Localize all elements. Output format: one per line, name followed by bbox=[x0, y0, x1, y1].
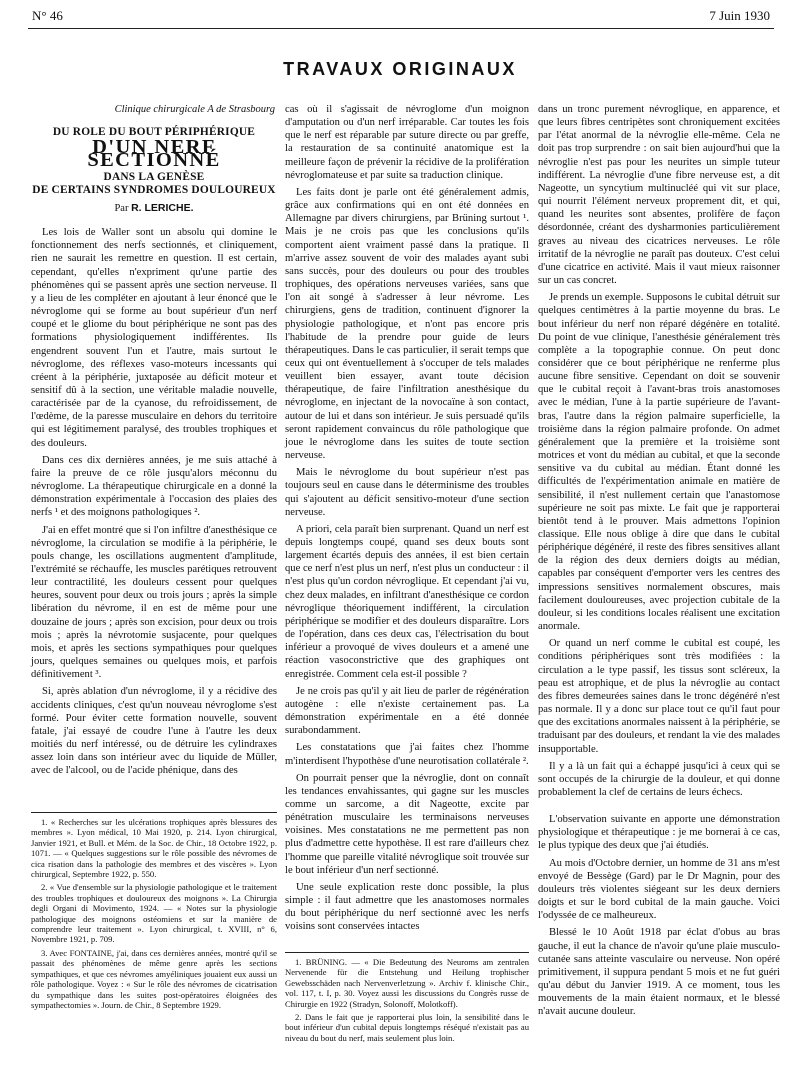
paragraph: Si, après ablation d'un névroglome, il y a récidive des accidents cliniques, c'est qu'un nouveau névroglome s'est formé. Pour éviter cette formation nouvelle, souvent fatale, j'ai essayé de coudre l'une à l'autre les deux moitiés du nerf intéressé, ou de détruire les cylindraxes assez loin dans son intérieur avec du liquide de Müller, avec de l'alcool, ou de l'acide phénique, dans des bbox=[31, 686, 277, 777]
footnote: 3. Avec FONTAINE, j'ai, dans ces dernières années, montré qu'il se passait des phénomènes de même genre après les sections sympathiques, et que ces névromes amyéliniques jouaient eux aussi un rôle pathologique. Voyez : « Sur le rôle des névromes de cicatrisation du sympathique dans les suites post-opératoires éloignées des sympathectomies ». Journ. de Chir., 8 Septembre 1929. bbox=[31, 947, 277, 1010]
article-title-line-2: D'UN NERF SECTIONNÉ bbox=[87, 136, 221, 172]
paragraph: Mais le névroglome du bout supérieur n'est pas toujours seul en cause dans le déterminisme des troubles qui s'ajoutent au déficit sensitivo-moteur d'une section nerveuse. bbox=[285, 467, 529, 518]
paragraph: Les lois de Waller sont un absolu qui domine le fonctionnement des nerfs sectionnés, et cliniquement, rien ne saurait les remettre en question. Il est certain, cependant, qu'elles n'expriment qu'une partie des phénomènes qui se passent après une section nerveuse. Il y a lieu de les compléter en ajoutant à leur énoncé que le névroglome qui se forme au bout supérieur d'un nerf coupé et le gliome du bout périphérique ne sont pas des formations physiologiquement indifférentes. Ils engendrent souvent l'un et l'autre, mais surtout le névroglome, des réflexes vaso-moteurs incessants qui créent à la périphérie, juxtaposée au déficit moteur et sensitif dû à la section, une véritable maladie nouvelle, caractérisée par de la cyanose, du refroidissement, de l'œdème, de la paresse musculaire en dehors du territoire qui est légitimement paralysé, des troubles trophiques et des douleurs. bbox=[31, 227, 277, 449]
paragraph: Au mois d'Octobre dernier, un homme de 31 ans m'est envoyé de Bessège (Gard) par le Dr Magnin, pour des douleurs très violentes siégeant sur les deux derniers doigts et sur le bord cubital de la main gauche. Voici l'odyssée de ce malheureux. bbox=[538, 857, 780, 922]
paragraph: On pourrait penser que la névroglie, dont on connaît les tendances envahissantes, qui gagne sur les muscles comme un sarcome, a dit Nageotte, excite par pénétration musculaire les terminaisons nerveuses voisines. Mes constatations ne me permettent pas non plus d'admettre cette hypothèse. Il est rare d'ailleurs chez l'homme que pareille vitalité névroglique soit trouvée sur le bout inférieur d'un nerf sectionné. bbox=[285, 772, 529, 876]
paragraph: Or quand un nerf comme le cubital est coupé, les conditions périphériques sont très modifiées : la circulation a le type passif, les tissus sont scléreux, la peau est atrophique, et de plus la névroglie au contact des fibres demeurées saines dans le tronc dégénéré n'est pas normale. Il y a donc sur place tout ce qu'il faut pour que des excitations anormales naissent à la périphérie, se traduisant par des douleurs, et rendant la vie des malades insupportable. bbox=[538, 638, 780, 755]
paragraph: Les constatations que j'ai faites chez l'homme m'interdisent l'hypothèse d'une neurotisation collatérale ². bbox=[285, 742, 529, 767]
footnotes-column-1 bbox=[31, 812, 277, 1013]
paragraph: Il y a là un fait qui a échappé jusqu'ici à ceux qui se sont occupés de la chirurgie de la douleur, et qui donne probablement la clef de certains de leurs échecs. bbox=[538, 760, 780, 798]
paragraph: Blessé le 10 Août 1918 par éclat d'obus au bras gauche, il eut la chance de n'avoir qu'une plaie musculo-cutanée sans atteinte vasculaire ou nerveuse. Non opéré primitivement, il suppura pendant 5 mois et ne fut guéri qu'au début du Janvier 1919. A ce moment, tous les mouvements de la main étaient normaux, et le blessé n'avait aucune douleur. bbox=[538, 927, 780, 1018]
footnote: 1. « Recherches sur les ulcérations trophiques après blessures des membres ». Lyon médical, 10 Mai 1920, p. 214. Lyon chirurgical, Janvier 1921, et Bull. et Mém. de la Soc. de Chir., 18 Octobre 1922, p. 1071. — « Quelques suggestions sur le rôle possible des névromes de cica risation dans la pathologie des membres et des viscères ». Lyon chirurgical, Septembre 1922, p. 550. bbox=[31, 817, 277, 880]
paragraph: Je prends un exemple. Supposons le cubital détruit sur quelques centimètres à la partie moyenne du bras. Le bout inférieur du nerf non réparé dégénère en totalité. Du point de vue clinique, l'anesthésie généralement très complète a la topographie connue. On peut donc considérer que ce bout périphérique ne renferme plus aucune fibre sensitive. Cependant on doit se souvenir que le cubital reçoit à l'avant-bras trois anastomoses avec le médian, l'une à la partie supérieure de l'avant-bras, l'autre dans la région palmaire superficielle, la troisième dans la région palmaire profonde. On admet généralement que la première et la troisième sont motrices et vont du médian au cubital, et que la seconde sensitive va du cubital au médian. Étant donné les difficultés de l'expérimentation animale en matière de sensibilité, il n'est nullement certain que l'anastomose supérieure ne soit pas mixte. Le fait que je rapporterai bientôt tend à le prouver. Mais admettons l'opinion classique. Elle nous oblige à dire que dans le cubital périphérique dégénéré, il reste des fibres sensitives allant de la région des deux derniers doigts au médian, capables par conséquent d'emporter vers les centres des impressions sensitives normalement obscures, mais facilement douloureuses, avec projection cubitale de la douleur, si les conditions locales réalisent une excitation anormale. bbox=[538, 292, 780, 633]
footnote: 1. BRÜNING. — « Die Bedeutung des Neuroms am zentralen Nervenende für die Entstehung und Heilung trophischer Gewebsschäden nach Nervenverletzung ». Archiv f. klinische Chir., vol. 117, t. I, p. 30. Voyez aussi les discussions du Congrès russe de Chirurgie en 1922 (Stradyn, Solonoff, Molotkoff). bbox=[285, 957, 529, 1009]
issue-number: N° 46 bbox=[32, 8, 63, 23]
issue-date: 7 Juin 1930 bbox=[709, 8, 770, 23]
paragraph: Les faits dont je parle ont été généralement admis, grâce aux confirmations qui en ont été données en Allemagne par divers chirurgiens, par Brüning surtout ¹. Mais je ne crois pas que les conclusions qu'ils comportent aient vraiment passé dans la pratique. Il m'arrive assez souvent de voir des malades ayant subi sans succès, pour des douleurs ou pour des troubles trophiques, des opérations nerveuses variées, sans que l'on ait songé à s'adresser à leur névrome. Les chirurgiens, gens de tradition, continuent d'ignorer la physiologie pathologique, et n'ont pas encore pris l'habitude de la prendre pour guide de leurs thérapeutiques. Dans le cas particulier, il serait temps que ceux qui ont éventuellement à s'occuper de tels malades veuillent bien essayer, avant toute décision thérapeutique, de faire l'infiltration anesthésique du névroglome, en injectant de la novocaïne à son contact, autour de lui et dans son intérieur. Je suis persuadé qu'ils seront rapidement convaincus du rôle pathologique que joue le névroglome dans les suites de toute section nerveuse. bbox=[285, 186, 529, 462]
paragraph: L'observation suivante en apporte une démonstration physiologique et thérapeutique : je me bornerai à ce cas, le plus typique des deux que j'ai étudiés. bbox=[538, 814, 780, 852]
footnote: 2. « Vue d'ensemble sur la physiologie pathologique et le traitement des troubles trophiques et douloureux des moignons ». La Chirurgia degli Organi di Movimento, 1924. — « Notes sur la physiologie pathologique des moignons ostéomiens et sur la manière de comprendre leur traitement ». Lyon chirurgical, t. XVIII, n° 6, Novembre 1921, p. 709. bbox=[31, 882, 277, 945]
article-title-line-1: DU ROLE DU BOUT PÉRIPHÉRIQUE bbox=[52, 126, 256, 139]
column-1 bbox=[31, 103, 277, 778]
author-line bbox=[31, 202, 277, 215]
author-name: R. LERICHE. bbox=[131, 201, 194, 214]
article-title-line-3: DANS LA GENÈSE bbox=[103, 170, 205, 183]
clinic-name: Clinique chirurgicale A de Strasbourg bbox=[114, 104, 275, 115]
section-title: TRAVAUX ORIGINAUX bbox=[283, 59, 517, 79]
paragraph: Une seule explication reste donc possible, la plus simple : il faut admettre que les anastomoses normales du bout périphérique du nerf sectionné avec les nerfs voisins sont conservées intactes bbox=[285, 881, 529, 933]
author-prefix: Par bbox=[114, 202, 129, 214]
column-3 bbox=[538, 103, 780, 1018]
column-2 bbox=[285, 103, 529, 934]
paragraph: J'ai en effet montré que si l'on infiltre d'anesthésique ce névroglome, la circulation se modifie à la périphérie, le pouls change, les oscillations augmentent d'amplitude, l'extrémité se réchauffe, les muscles parétiques retrouvent leur contractilité, les douleurs cessent pour quelques heures, souvent pour deux ou trois jours ; après la simple libération du névrome, il en est de même pour une douzaine de jours ; après son excision, pour deux ou trois mois ; après la névrotomie susjacente, pour quelques mois, et après les sections sympathiques pour quelques jours, quelques semaines ou quelques mois, et parfois définitivement ³. bbox=[31, 524, 277, 681]
footnotes-column-2 bbox=[285, 952, 529, 1046]
paragraph: dans un tronc purement névroglique, en apparence, et que leurs fibres centripètes sont chroniquement excitées par l'état anormal de la névroglie elle-même. Cela ne doit pas trop surprendre : on sait bien aujourd'hui que la névroglie n'est pas pour les neurites un simple tuteur indifférent. La névroglie d'une fibre nerveuse est, a dit Nageotte, un syncytium multinucléé qui vit sur place, qui nourrit l'élément nerveux proprement dit, et qui, quand les neurites sont absentes, prolifère de façon désordonnée, créant des dysharmonies particulièrement graves au niveau des cicatrices nerveuses. Le rôle irritatif de la névroglie ne paraît pas douteux. C'est celui d'une cicatrice en activité. Mais il vaut mieux raisonner sur un cas concret. bbox=[538, 104, 780, 287]
header-rule bbox=[28, 28, 774, 29]
paragraph: A priori, cela paraît bien surprenant. Quand un nerf est depuis longtemps coupé, quand ses deux bouts sont largement écartés depuis des années, il est bien certain que ce nerf n'est plus un nerf, n'est plus un conducteur : il n'est plus qu'un cordon névroglique. Et cependant j'ai vu, chez deux malades, en infiltrant d'anesthésique ce cordon névroglique théoriquement indifférent, la circulation périphérique se modifier et des douleurs disparaître. Lors de l'opération, dans ces deux cas, l'électrisation du bout inférieur a provoqué de vives douleurs et a amené une réaction vasoconstrictive que des graphiques ont enregistrée. Comment cela est-il possible ? bbox=[285, 523, 529, 680]
paragraph: cas où il s'agissait de névroglome d'un moignon d'amputation ou d'un nerf irréparable. Car toutes les fois que le nerf est réparable par suture directe ou par greffe, la restauration de sa continuité anatomique est la meilleure façon de prévenir la récidive de la prolifération névroglomateuse et par suite sa traduction clinique. bbox=[285, 104, 529, 181]
paragraph: Dans ces dix dernières années, je me suis attaché à faire la preuve de ce rôle jusqu'alors méconnu du névroglome. La thérapeutique chirurgicale en a donné la démonstration expérimentale à l'occasion des plaies des nerfs ¹ et des moignons pathologiques ². bbox=[31, 454, 277, 519]
footnote: 2. Dans le fait que je rapporterai plus loin, la sensibilité dans le bout inférieur d'un cubital depuis longtemps réséqué n'existait pas au niveau du bout du nerf, mais seulement plus loin. bbox=[285, 1012, 529, 1043]
paragraph: Je ne crois pas qu'il y ait lieu de parler de régénération autogène : elle n'existe certainement pas. La démonstration expérimentale en a été donnée surabondamment. bbox=[285, 685, 529, 737]
article-title-line-4: DE CERTAINS SYNDROMES DOULOUREUX bbox=[32, 183, 276, 196]
